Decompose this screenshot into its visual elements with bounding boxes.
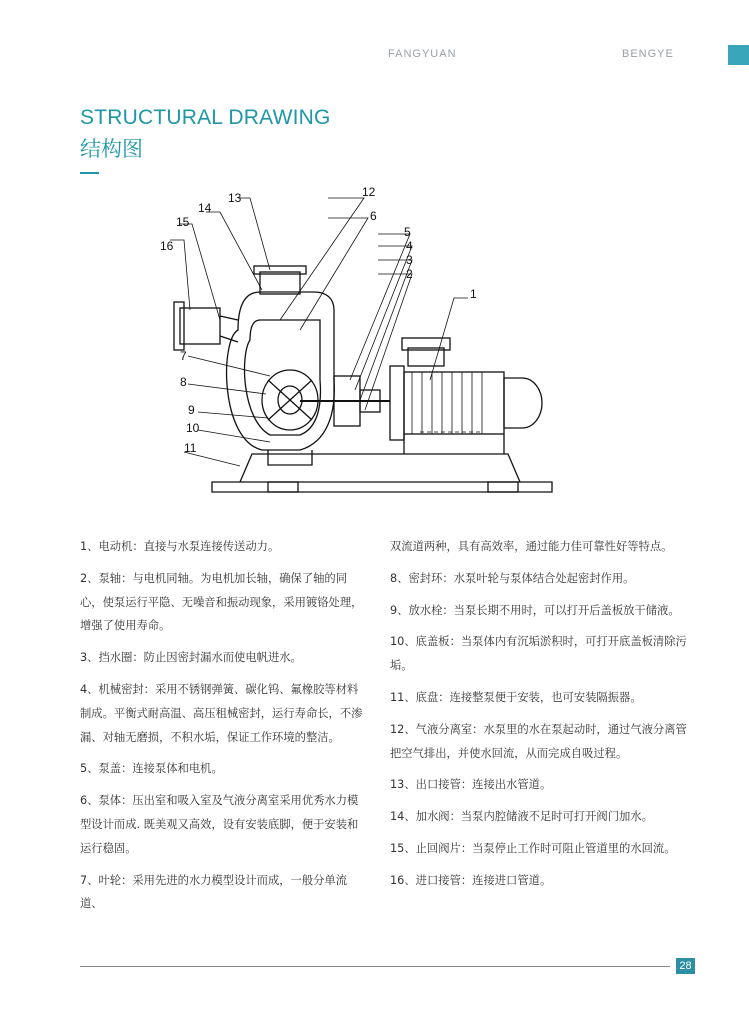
callout-13: 13 bbox=[228, 191, 242, 205]
inlet-pipe bbox=[180, 308, 220, 344]
part-item-8: 8、密封环：水泵叶轮与泵体结合处起密封作用。 bbox=[390, 571, 635, 585]
part-item-10: 10、底盖板：当泵体内有沉垢淤积时，可打开底盖板清除污垢。 bbox=[390, 635, 687, 673]
part-item-5: 5、泵盖：连接泵体和电机。 bbox=[80, 762, 223, 776]
part-item-4: 4、机械密封：采用不锈钢弹簧、碳化钨、氟橡胶等材料制成。平衡式耐高温、高压租械密封，运行寿命长，不渗漏、对轴无磨损，不积水垢，保证工作环境的整洁。 bbox=[80, 682, 363, 744]
part-item-16: 16、进口接管：连接进口管道。 bbox=[390, 873, 552, 887]
part-item-15: 15、止回阀片：当泵停止工作时可阻止管道里的水回流。 bbox=[390, 841, 676, 855]
brand-bengye: BENGYE bbox=[622, 48, 674, 60]
page-number: 28 bbox=[676, 958, 695, 974]
footer-divider bbox=[80, 966, 670, 967]
part-item-1: 1、电动机：直接与水泵连接传送动力。 bbox=[80, 540, 280, 553]
callout-7: 7 bbox=[180, 349, 187, 363]
part-item-2: 2、泵轴：与电机同轴。为电机加长轴，确保了轴的同心，使泵运行平隐、无噪音和振动现象，采用镀铬处理，增强了使用寿命。 bbox=[80, 571, 363, 633]
parts-list-right bbox=[390, 535, 690, 901]
part-item-11: 11、底盘：连接整泵便于安装，也可安装隔振器。 bbox=[390, 690, 642, 704]
section-title-chinese: 结构图 bbox=[80, 137, 143, 161]
part-item-9: 9、放水栓：当泵长期不用时，可以打开后盖板放干储液。 bbox=[390, 603, 680, 617]
pump-structural-drawing bbox=[150, 180, 570, 500]
part-item-7-continued: 双流道两种，具有高效率，通过能力佳可靠性好等特点。 bbox=[390, 540, 673, 553]
section-title-english: STRUCTURAL DRAWING bbox=[80, 106, 331, 129]
part-item-6: 6、泵体：压出室和吸入室及气液分离室采用优秀水力模型设计而成. 既美观又高效，设有安装底脚，便于安装和运行稳固。 bbox=[80, 794, 359, 855]
callout-12: 12 bbox=[362, 185, 376, 199]
motor-flange bbox=[390, 366, 404, 440]
edge-tab-marker bbox=[728, 45, 749, 65]
base-plate bbox=[212, 482, 552, 492]
callout-8: 8 bbox=[180, 375, 187, 389]
part-item-7: 7、叶轮：采用先进的水力模型设计而成，一般分单流道、 bbox=[80, 873, 348, 911]
callout-1: 1 bbox=[470, 287, 477, 301]
title-underline bbox=[80, 172, 99, 174]
callout-14: 14 bbox=[198, 201, 212, 215]
callout-15: 15 bbox=[176, 215, 190, 229]
outlet-pipe bbox=[260, 272, 300, 294]
callout-3: 3 bbox=[406, 253, 413, 267]
motor-fan-cover bbox=[504, 378, 542, 428]
callout-2: 2 bbox=[406, 267, 413, 281]
part-item-3: 3、挡水圈：防止因密封漏水而使电帆进水。 bbox=[80, 651, 302, 665]
pump-body bbox=[227, 292, 335, 450]
callout-6: 6 bbox=[370, 209, 377, 223]
callout-4: 4 bbox=[406, 239, 413, 253]
parts-list-left bbox=[80, 535, 363, 924]
motor-body bbox=[404, 372, 504, 434]
callout-10: 10 bbox=[186, 421, 200, 435]
brand-fangyuan: FANGYUAN bbox=[388, 48, 457, 60]
callout-5: 5 bbox=[404, 225, 411, 239]
callout-9: 9 bbox=[188, 403, 195, 417]
callout-11: 11 bbox=[184, 441, 197, 455]
part-item-13: 13、出口接管：连接出水管道。 bbox=[390, 778, 552, 792]
part-item-14: 14、加水阀：当泵内腔储液不足时可打开阀门加水。 bbox=[390, 810, 653, 824]
callout-16: 16 bbox=[160, 239, 174, 253]
part-item-12: 12、气液分离室：水泵里的水在泵起动时，通过气液分离管把空气排出，并使水回流，从而完成自吸过程。 bbox=[390, 722, 687, 760]
